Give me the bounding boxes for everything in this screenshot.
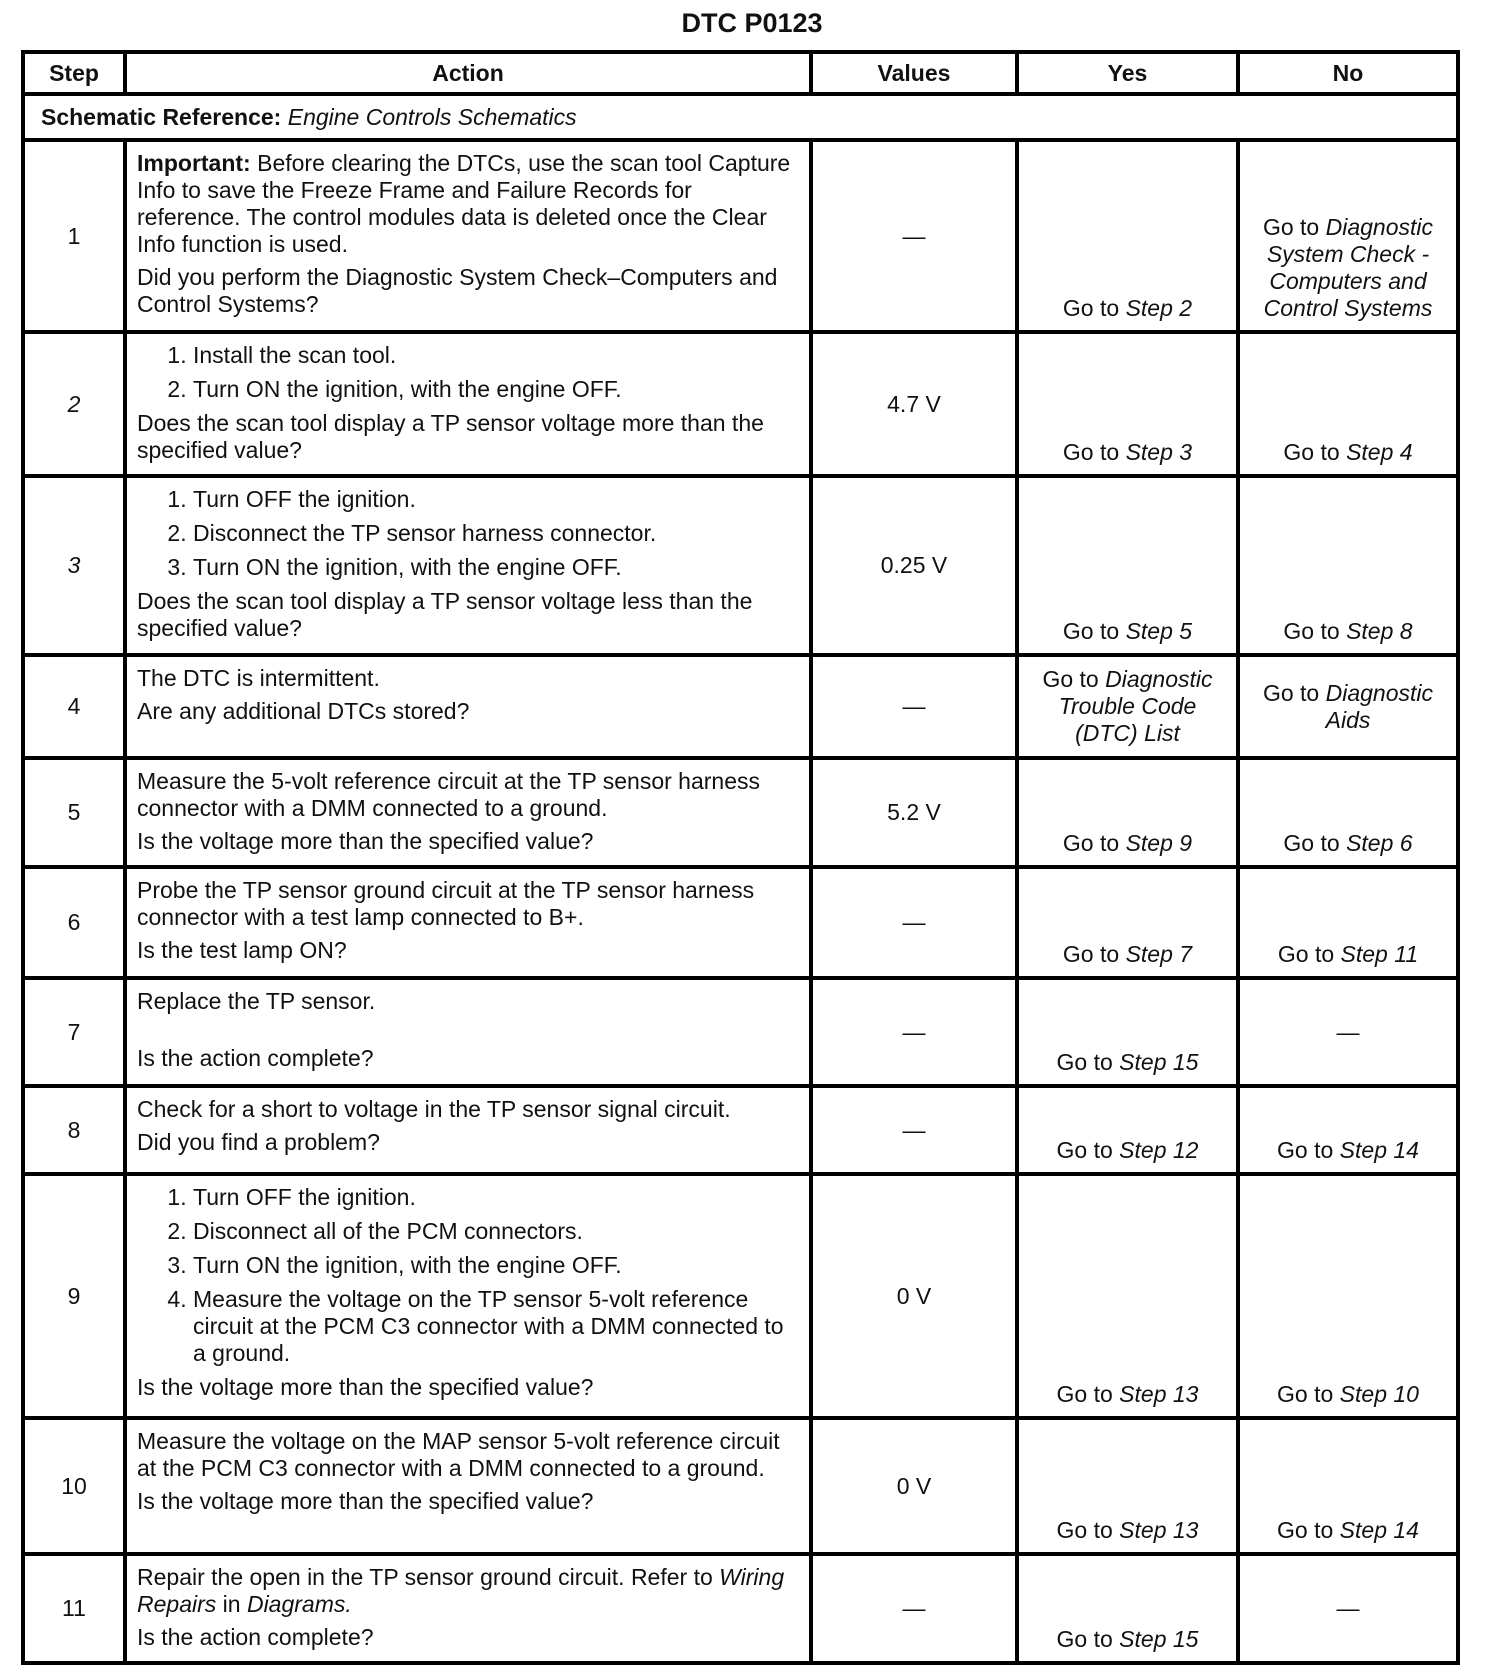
action-step-item: 2. Disconnect the TP sensor harness connector. [193, 520, 799, 547]
header-action: Action [125, 52, 811, 94]
yes-cell [1017, 1086, 1238, 1174]
action-question: Does the scan tool display a TP sensor voltage more than the specified value? [137, 410, 764, 463]
step-number-text: 5 [67, 799, 81, 825]
yes-link[interactable]: Diagnostic Trouble Code (DTC) List [1058, 666, 1213, 746]
step-number-text: 7 [67, 1018, 81, 1045]
page-title: DTC P0123 [681, 8, 823, 38]
value-text: — [902, 693, 926, 719]
table-row [23, 1418, 1458, 1554]
table-row [23, 1174, 1458, 1418]
value-cell [811, 1174, 1017, 1418]
value-cell [811, 655, 1017, 758]
step-number-text: 8 [67, 1116, 81, 1143]
header-values: Values [811, 52, 1017, 94]
action-question: Does the scan tool display a TP sensor voltage less than the specified value? [137, 588, 753, 641]
no-cell [1238, 476, 1458, 655]
no-link[interactable]: Step 14 [1339, 1137, 1419, 1163]
table-row [23, 140, 1458, 332]
yes-goto-label: Go to [1062, 295, 1120, 321]
yes-goto-label: Go to [1056, 1049, 1113, 1075]
no-cell [1238, 1554, 1458, 1663]
table-row [23, 867, 1458, 978]
yes-cell [1017, 758, 1238, 867]
action-question: Is the test lamp ON? [137, 937, 347, 963]
action-text [137, 1564, 799, 1618]
step-number [23, 1174, 125, 1418]
important-label: Important: [137, 150, 251, 176]
value-cell [811, 867, 1017, 978]
yes-goto-label: Go to [1062, 941, 1120, 967]
value-text: 0 V [896, 1282, 932, 1309]
yes-cell [1017, 476, 1238, 655]
value-cell [811, 1418, 1017, 1554]
header-row [23, 52, 1458, 94]
no-link[interactable]: Step 11 [1340, 941, 1419, 967]
no-goto-label: Go to [1283, 830, 1340, 856]
table-row [23, 758, 1458, 867]
header-no: No [1238, 52, 1458, 94]
no-goto-label: Go to [1262, 679, 1320, 706]
yes-goto-label: Go to [1056, 1381, 1113, 1407]
value-cell [811, 476, 1017, 655]
value-cell [811, 758, 1017, 867]
yes-goto-label: Go to [1056, 1517, 1113, 1543]
action-note [137, 150, 799, 258]
yes-link[interactable]: Step 5 [1125, 618, 1193, 644]
no-cell [1238, 1086, 1458, 1174]
no-cell [1238, 1418, 1458, 1554]
value-text: 0 V [896, 1472, 932, 1499]
yes-cell [1017, 140, 1238, 332]
action-cell [125, 655, 811, 758]
value-text: — [902, 909, 926, 935]
no-cell [1238, 332, 1458, 476]
yes-cell [1017, 332, 1238, 476]
action-question: Is the voltage more than the specified value? [137, 1488, 594, 1514]
step-number-text: 1 [67, 222, 81, 249]
yes-link[interactable]: Step 15 [1119, 1049, 1199, 1075]
no-goto-label: Go to [1262, 214, 1320, 240]
action-text-b: in [222, 1591, 241, 1617]
value-text: — [902, 1116, 926, 1143]
value-text: — [902, 1595, 926, 1621]
no-cell [1238, 867, 1458, 978]
no-link[interactable]: Step 8 [1346, 618, 1413, 644]
table-row [23, 1086, 1458, 1174]
step-number [23, 867, 125, 978]
action-cell [125, 867, 811, 978]
yes-link[interactable]: Step 3 [1125, 439, 1193, 465]
step-number [23, 655, 125, 758]
action-step-item: 1. Install the scan tool. [193, 342, 799, 369]
yes-link[interactable]: Step 9 [1125, 830, 1193, 856]
action-text: Probe the TP sensor ground circuit at the TP sensor harness connector with a test lamp connected to B+. [137, 877, 755, 930]
action-cell [125, 476, 811, 655]
no-goto-label: Go to [1277, 1381, 1334, 1407]
value-cell [811, 978, 1017, 1086]
schematic-link[interactable]: Engine Controls Schematics [287, 103, 577, 130]
value-cell [811, 332, 1017, 476]
value-text: — [902, 222, 926, 249]
no-goto-label: Go to [1277, 1517, 1334, 1543]
no-none: — [1336, 1018, 1360, 1045]
value-cell [811, 1086, 1017, 1174]
action-cell [125, 332, 811, 476]
action-question: Did you find a problem? [137, 1129, 380, 1155]
step-number [23, 1418, 125, 1554]
note-text: Before clearing the DTCs, use the scan tool Capture Info to save the Freeze Frame and Failure Records for reference. The control modules data is deleted once the Clear Info function is used. [137, 150, 791, 257]
step-number [23, 1086, 125, 1174]
yes-cell [1017, 1554, 1238, 1663]
diagnostic-table [21, 50, 1460, 1665]
value-cell [811, 1554, 1017, 1663]
action-step-item: 2. Turn ON the ignition, with the engine OFF. [193, 376, 799, 403]
action-step-item: 3. Turn ON the ignition, with the engine OFF. [193, 554, 799, 581]
yes-link[interactable]: Step 7 [1125, 941, 1193, 967]
step-number [23, 1554, 125, 1663]
yes-cell [1017, 655, 1238, 758]
action-steps [137, 486, 799, 581]
yes-cell [1017, 1418, 1238, 1554]
yes-goto-label: Go to [1062, 618, 1120, 644]
table-row [23, 332, 1458, 476]
action-question: Did you perform the Diagnostic System Check–Computers and Control Systems? [137, 264, 778, 317]
no-cell [1238, 758, 1458, 867]
no-goto-label: Go to [1277, 1137, 1334, 1163]
step-number [23, 758, 125, 867]
value-text: 4.7 V [887, 390, 941, 417]
action-question: Is the action complete? [137, 1624, 374, 1650]
table-row [23, 476, 1458, 655]
yes-link[interactable]: Step 13 [1119, 1381, 1199, 1407]
table-row [23, 655, 1458, 758]
header-yes: Yes [1017, 52, 1238, 94]
step-number [23, 978, 125, 1086]
action-steps [137, 342, 799, 403]
action-text: Measure the 5-volt reference circuit at the TP sensor harness connector with a DMM connected to a ground. [137, 768, 761, 821]
no-link[interactable]: Diagnostic Aids [1325, 679, 1434, 733]
action-text-a: Repair the open in the TP sensor ground circuit. Refer to [137, 1564, 713, 1590]
yes-link[interactable]: Step 12 [1119, 1137, 1199, 1163]
value-text: 5.2 V [887, 799, 941, 825]
action-cell [125, 1554, 811, 1663]
action-cell [125, 978, 811, 1086]
action-text: The DTC is intermittent. [137, 665, 380, 691]
action-question: Are any additional DTCs stored? [137, 698, 470, 724]
action-question: Is the voltage more than the specified value? [137, 1374, 594, 1400]
yes-link[interactable]: Step 15 [1119, 1626, 1199, 1652]
no-goto-label: Go to [1283, 618, 1340, 644]
yes-cell [1017, 978, 1238, 1086]
action-text: Replace the TP sensor. [137, 988, 376, 1014]
action-step-item: 4. Measure the voltage on the TP sensor 5-volt reference circuit at the PCM C3 connector with a DMM connected to a ground. [193, 1286, 799, 1367]
action-step-item: 3. Turn ON the ignition, with the engine OFF. [193, 1252, 799, 1279]
action-cell [125, 1174, 811, 1418]
value-text: 0.25 V [880, 552, 948, 578]
value-cell [811, 140, 1017, 332]
step-number-text: 11 [62, 1595, 86, 1621]
action-cell [125, 758, 811, 867]
action-steps [137, 1184, 799, 1367]
yes-goto-label: Go to [1056, 1137, 1113, 1163]
step-number-text: 9 [67, 1282, 81, 1309]
no-link[interactable]: Step 10 [1339, 1381, 1419, 1407]
step-number-text: 3 [67, 552, 81, 578]
action-step-item: 1. Turn OFF the ignition. [193, 1184, 799, 1211]
yes-link[interactable]: Step 13 [1119, 1517, 1199, 1543]
no-cell [1238, 1174, 1458, 1418]
action-text: Check for a short to voltage in the TP sensor signal circuit. [137, 1096, 731, 1122]
yes-link[interactable]: Step 2 [1125, 295, 1193, 321]
schematic-row [23, 94, 1458, 140]
yes-goto-label: Go to [1056, 1626, 1113, 1652]
step-number-text: 4 [67, 693, 81, 719]
no-goto-label: Go to [1277, 941, 1335, 967]
step-number [23, 332, 125, 476]
action-cell [125, 1418, 811, 1554]
value-text: — [902, 1018, 926, 1045]
schematic-label: Schematic Reference: [41, 103, 282, 130]
no-cell [1238, 655, 1458, 758]
no-link[interactable]: Step 4 [1346, 439, 1413, 465]
step-number [23, 476, 125, 655]
no-none: — [1336, 1595, 1360, 1621]
step-number-text: 2 [67, 390, 81, 417]
table-row [23, 1554, 1458, 1663]
no-link[interactable]: Step 6 [1346, 830, 1413, 856]
header-step: Step [23, 52, 125, 94]
action-step-item: 1. Turn OFF the ignition. [193, 486, 799, 513]
step-number [23, 140, 125, 332]
no-cell [1238, 978, 1458, 1086]
yes-goto-label: Go to [1062, 830, 1120, 856]
no-goto-label: Go to [1283, 439, 1340, 465]
wiring-repairs-link[interactable]: Wiring Repairs [137, 1564, 785, 1617]
table-row [23, 978, 1458, 1086]
no-link[interactable]: Step 14 [1339, 1517, 1419, 1543]
step-number-text: 6 [67, 909, 81, 935]
action-cell [125, 140, 811, 332]
action-question: Is the voltage more than the specified value? [137, 828, 594, 854]
action-step-item: 2. Disconnect all of the PCM connectors. [193, 1218, 799, 1245]
step-number-text: 10 [61, 1472, 87, 1499]
no-link[interactable]: Diagnostic System Check - Computers and Control Systems [1263, 214, 1434, 321]
diagrams-link[interactable]: Diagrams. [246, 1591, 352, 1617]
no-cell [1238, 140, 1458, 332]
action-question: Is the action complete? [137, 1045, 374, 1071]
yes-goto-label: Go to [1062, 439, 1120, 465]
action-cell [125, 1086, 811, 1174]
yes-cell [1017, 1174, 1238, 1418]
yes-cell [1017, 867, 1238, 978]
action-text: Measure the voltage on the MAP sensor 5-volt reference circuit at the PCM C3 connector with a DMM connected to a ground. [137, 1428, 780, 1481]
yes-goto-label: Go to [1042, 666, 1099, 692]
